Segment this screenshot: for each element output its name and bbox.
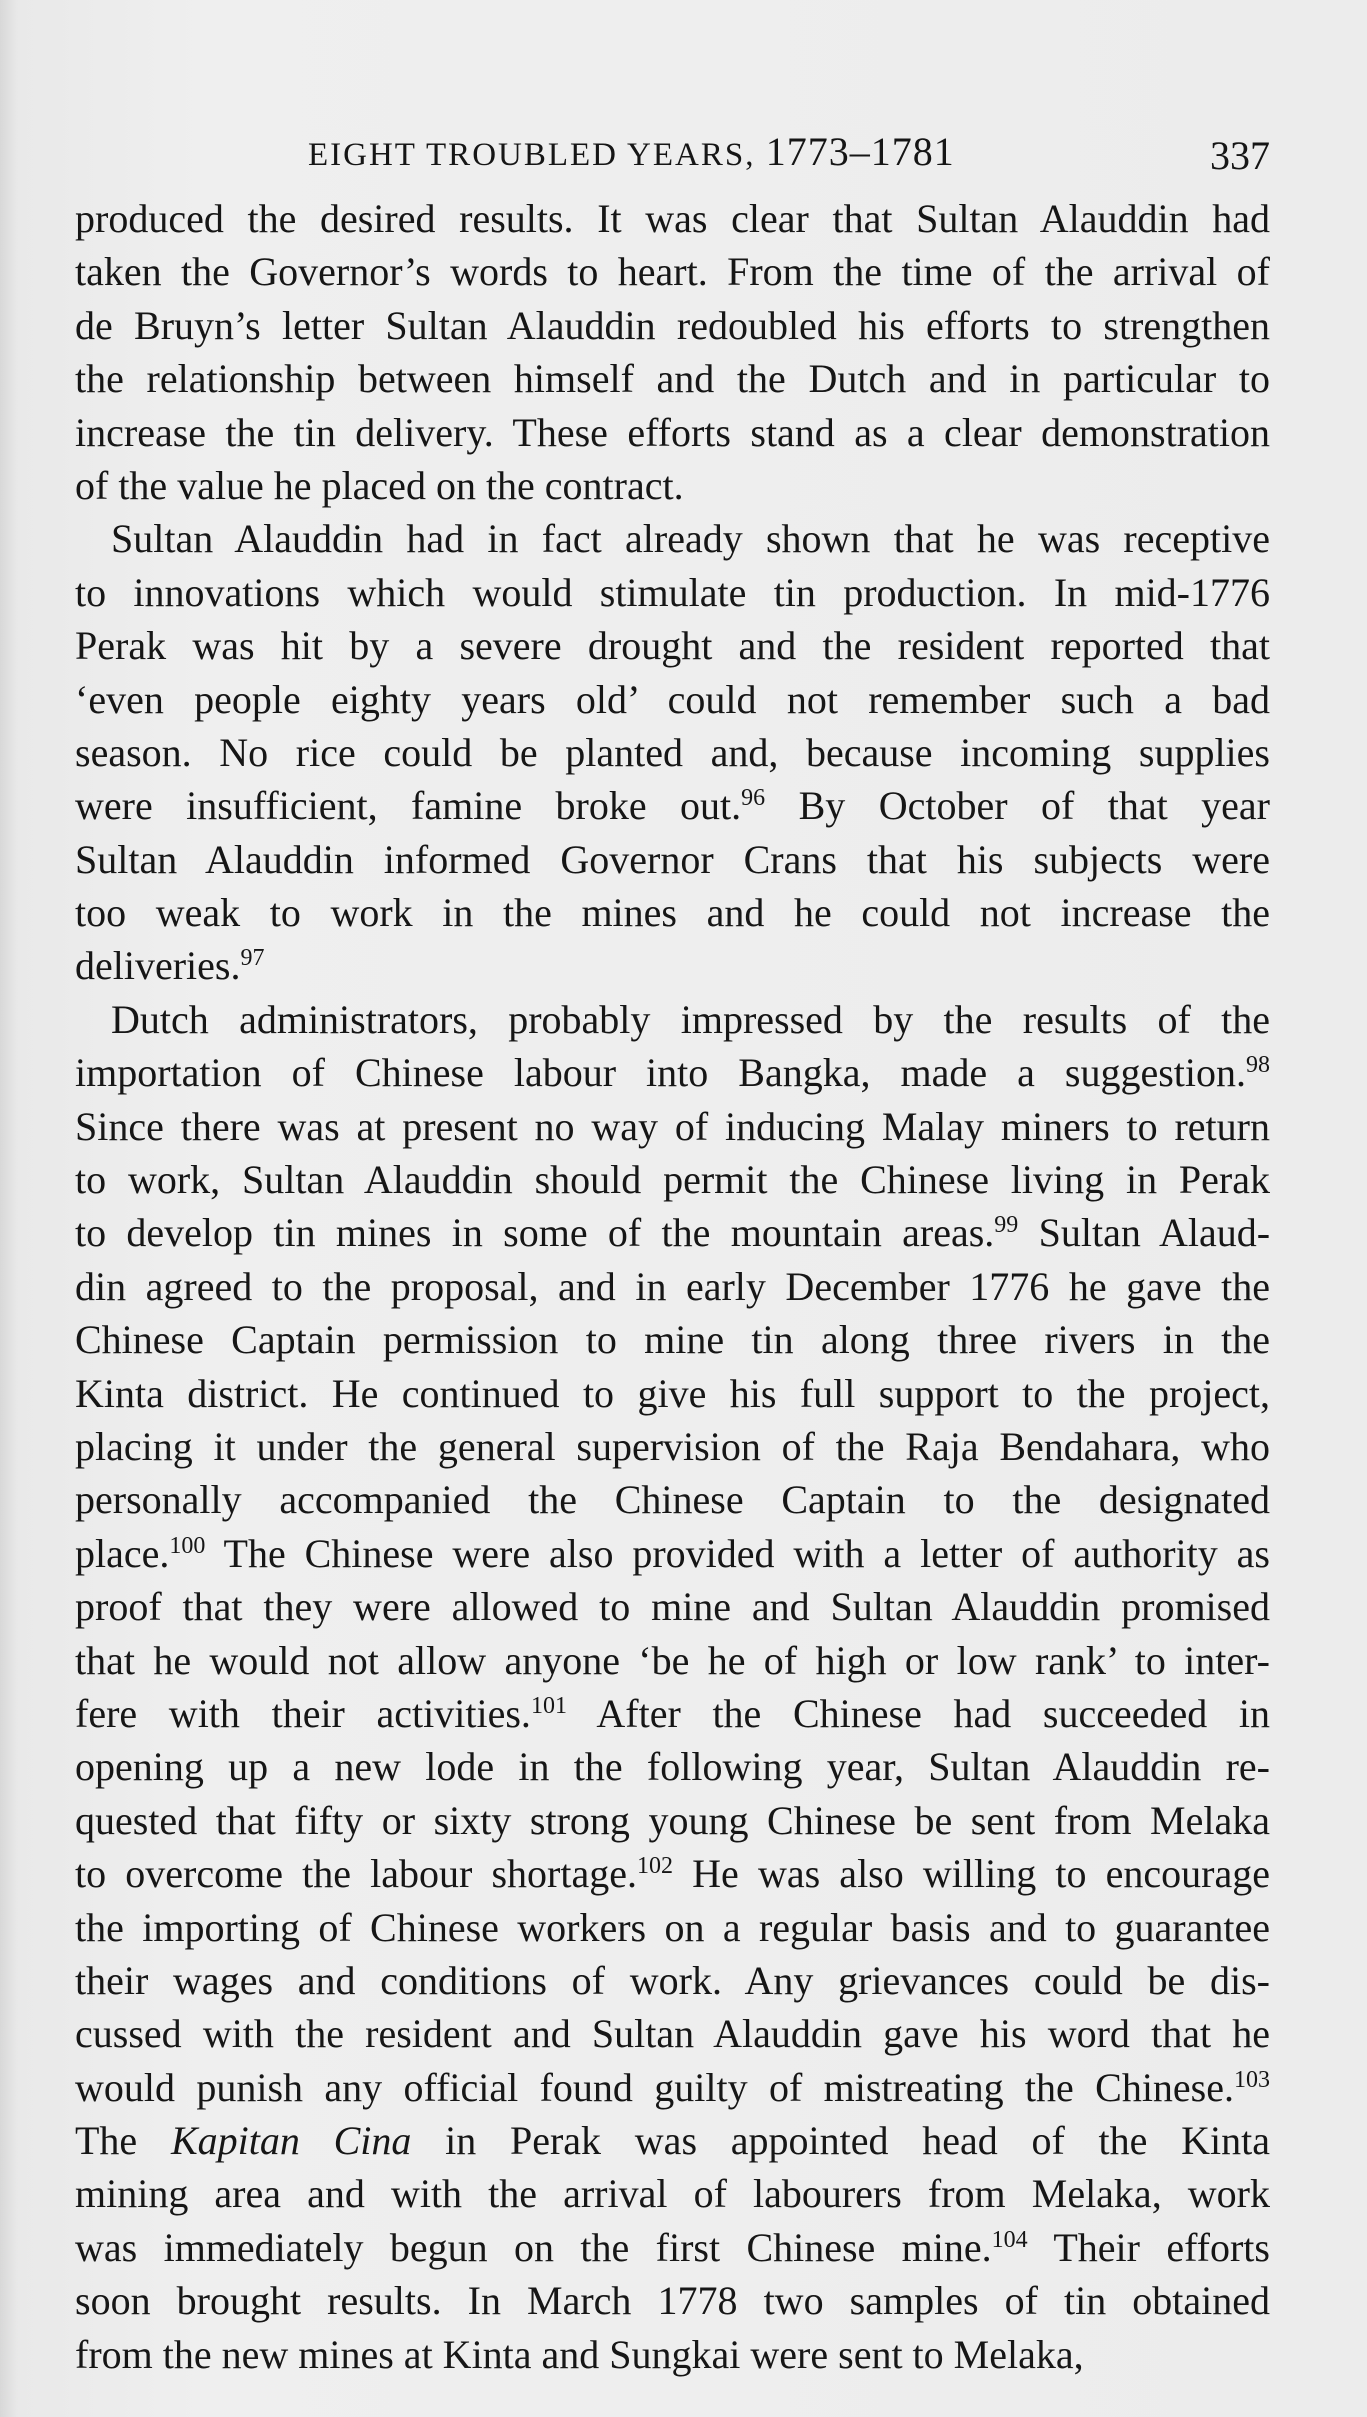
text-run: place. [75,1530,170,1576]
text-run: Sultan Alauddin had in fact already shown that he was receptive [111,516,1270,562]
footnote-ref: 100 [169,1532,206,1559]
text-run: placing it under the general supervision of the Raja Bendahara, who [75,1423,1270,1469]
text-run: the importing of Chinese workers on a regular basis and to guarantee [75,1904,1270,1950]
text-run: increase the tin delivery. These efforts stand as a clear demonstration [75,409,1270,455]
text-run: de Bruyn’s letter Sultan Alauddin redoubled his efforts to strengthen [75,302,1270,348]
text-line [75,1153,1270,1206]
text-line [75,566,1270,619]
text-line [75,1634,1270,1687]
text-line [75,1527,1270,1580]
text-line [75,352,1270,405]
footnote-ref: 104 [991,2226,1028,2253]
text-run: that he would not allow anyone ‘be he of high or low rank’ to inter- [75,1637,1270,1683]
text-line [75,2061,1270,2114]
text-run: to overcome the labour shortage. [75,1851,637,1897]
text-run: Dutch administrators, probably impressed by the results of the [111,996,1270,1042]
text-line [75,1954,1270,2007]
text-line [75,993,1270,1046]
footnote-ref: 96 [741,785,766,812]
text-line [75,245,1270,298]
text-run: taken the Governor’s words to heart. From the time of the arrival of [75,249,1270,295]
text-run: their wages and conditions of work. Any grievances could be dis- [75,1957,1270,2003]
text-run: fere with their activities. [75,1690,531,1736]
text-line [75,939,1270,992]
footnote-ref: 103 [1234,2066,1270,2093]
text-line [75,1794,1270,1847]
text-run: Sultan Alaud- [1018,1210,1271,1256]
text-run: After the Chinese had succeeded in [566,1690,1270,1736]
running-title-years: 1773–1781 [765,129,955,174]
text-run: The [75,2118,171,2164]
text-line [75,1473,1270,1526]
text-run: season. No rice could be planted and, because incoming supplies [75,729,1270,775]
body-text [75,192,1270,2381]
text-line [75,1313,1270,1366]
text-run: produced the desired results. It was clear that Sultan Alauddin had [75,196,1270,241]
text-run: opening up a new lode in the following year, Sultan Alauddin re- [75,1744,1270,1790]
text-line [75,833,1270,886]
text-line [75,1740,1270,1793]
paragraph [75,512,1270,993]
footnote-ref: 98 [1246,1052,1270,1079]
text-line [75,1206,1270,1259]
text-line [75,1367,1270,1420]
text-line [75,1420,1270,1473]
text-run: would punish any official found guilty of mistreating the Chinese. [75,2064,1234,2110]
text-run: By October of that year [765,783,1271,829]
text-run: ‘even people eighty years old’ could not remember such a bad [75,676,1270,722]
text-run: quested that fifty or sixty strong young Chinese be sent from Melaka [75,1797,1270,1843]
footnote-ref: 101 [530,1692,567,1719]
text-line [75,673,1270,726]
footnote-ref: 102 [637,1853,673,1880]
text-run: deliveries. [75,943,241,989]
text-run: mining area and with the arrival of labourers from Melaka, work [75,2171,1270,2217]
page-number: 337 [1210,133,1270,178]
text-line [75,299,1270,352]
text-line [75,1580,1270,1633]
text-run: were insufficient, famine broke out. [75,783,742,829]
text-run: to develop tin mines in some of the mountain areas. [75,1210,995,1256]
text-run: proof that they were allowed to mine and Sultan Alauddin promised [75,1584,1270,1630]
text-run: Chinese Captain permission to mine tin along three rivers in the [75,1317,1270,1363]
paragraph [75,993,1270,2381]
text-line [75,726,1270,779]
text-run: Kinta district. He continued to give his full support to the project, [75,1370,1270,1416]
text-line [75,459,1270,512]
text-line [75,1901,1270,1954]
text-line [75,2328,1270,2381]
text-run: of the value he placed on the contract. [75,462,684,508]
text-run: from the new mines at Kinta and Sungkai were sent to Melaka, [75,2331,1084,2377]
text-line [75,619,1270,672]
text-line [75,2007,1270,2060]
text-line [75,512,1270,565]
text-run: to work, Sultan Alauddin should permit the Chinese living in Perak [75,1157,1270,1203]
text-line [75,1847,1270,1900]
text-run: cussed with the resident and Sultan Alauddin gave his word that he [75,2011,1270,2057]
text-run: The Chinese were also provided with a letter of authority as [205,1530,1270,1576]
text-line [75,1260,1270,1313]
text-line [75,779,1270,832]
text-run: Their efforts [1027,2224,1270,2270]
text-run: He was also willing to encourage [673,1851,1270,1897]
text-run: personally accompanied the Chinese Captain to the designated [75,1477,1270,1523]
text-run: Perak was hit by a severe drought and the resident reported that [75,623,1270,669]
text-run: in Perak was appointed head of the Kinta [411,2118,1271,2164]
running-header [75,128,1270,178]
text-run: soon brought results. In March 1778 two samples of tin obtained [75,2278,1270,2324]
running-title-text: EIGHT TROUBLED YEARS, [308,137,756,173]
footnote-ref: 99 [994,1212,1019,1239]
footnote-ref: 97 [240,945,265,972]
text-line [75,886,1270,939]
text-line [75,406,1270,459]
text-line [75,1687,1270,1740]
text-line [75,2274,1270,2327]
running-title [308,128,955,175]
text-run: din agreed to the proposal, and in early December 1776 he gave the [75,1263,1270,1309]
text-line [75,2167,1270,2220]
text-run: too weak to work in the mines and he could not increase the [75,890,1270,936]
text-run: was immediately begun on the first Chinese mine. [75,2224,992,2270]
paragraph [75,192,1270,512]
text-line [75,1100,1270,1153]
text-run: importation of Chinese labour into Bangka, made a suggestion. [75,1050,1246,1096]
text-line [75,192,1270,245]
text-line [75,2221,1270,2274]
text-line [75,2114,1270,2167]
italic-term: Kapitan Cina [170,2118,412,2164]
text-run: to innovations which would stimulate tin production. In mid-1776 [75,569,1270,615]
text-line [75,1046,1270,1099]
text-run: the relationship between himself and the Dutch and in particular to [75,356,1270,402]
text-run: Since there was at present no way of inducing Malay miners to return [75,1103,1270,1149]
text-run: Sultan Alauddin informed Governor Crans that his subjects were [75,836,1270,882]
